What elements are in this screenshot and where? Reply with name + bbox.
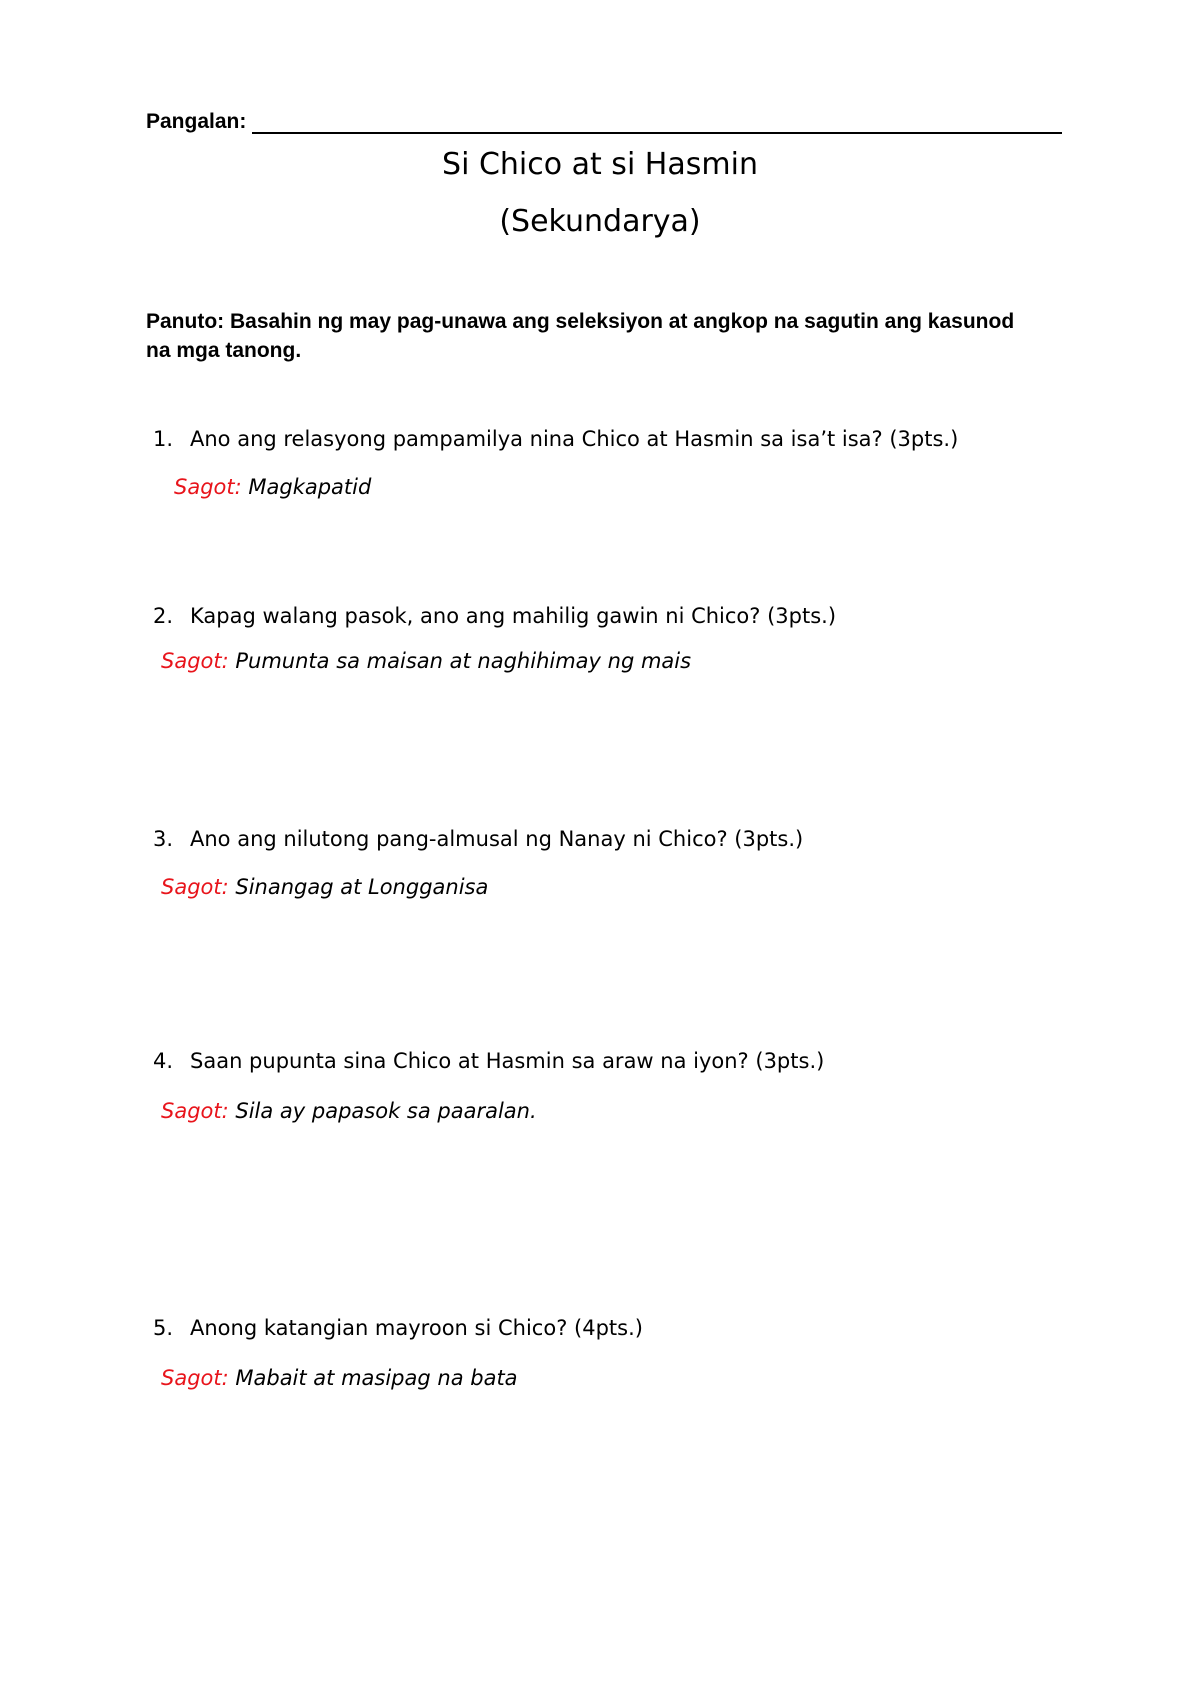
answer-label: Sagot: [161,875,229,899]
name-label: Pangalan: [146,110,247,133]
answer-text: Magkapatid [248,475,372,499]
question-number: 2. [153,604,174,628]
answer-label: Sagot: [161,649,229,673]
question-2 [153,604,836,628]
answer-label: Sagot: [161,1099,229,1123]
question-text: Ano ang relasyong pampamilya nina Chico at Hasmin sa isa’t isa? (3pts.) [190,427,959,451]
question-1 [153,427,958,451]
question-4 [153,1049,824,1073]
answer-4 [161,1099,537,1123]
worksheet-subtitle: (Sekundarya) [499,204,701,239]
name-blank-line [252,108,1062,134]
question-number: 5. [153,1316,174,1340]
answer-label: Sagot: [161,1366,229,1390]
question-number: 3. [153,827,174,851]
answer-text: Sinangag at Longganisa [235,875,489,899]
question-text: Ano ang nilutong pang-almusal ng Nanay ni Chico? (3pts.) [190,827,804,851]
answer-text: Sila ay papasok sa paaralan. [235,1099,537,1123]
worksheet-title: Si Chico at si Hasmin [442,147,758,182]
question-number: 4. [153,1049,174,1073]
answer-2 [161,649,691,673]
answer-5 [161,1366,518,1390]
question-3 [153,827,803,851]
question-5 [153,1316,643,1340]
answer-label: Sagot: [174,475,242,499]
question-number: 1. [153,427,174,451]
instructions: Panuto: Basahin ng may pag-unawa ang seleksiyon at angkop na sagutin ang kasunod na mga tanong. [146,310,1015,362]
question-text: Saan pupunta sina Chico at Hasmin sa araw na iyon? (3pts.) [190,1049,825,1073]
question-text: Anong katangian mayroon si Chico? (4pts.) [190,1316,643,1340]
answer-text: Pumunta sa maisan at naghihimay ng mais [235,649,692,673]
answer-1 [174,475,371,499]
question-text: Kapag walang pasok, ano ang mahilig gawin ni Chico? (3pts.) [190,604,837,628]
name-field-row [146,100,1062,134]
answer-text: Mabait at masipag na bata [235,1366,518,1390]
answer-3 [161,875,488,899]
